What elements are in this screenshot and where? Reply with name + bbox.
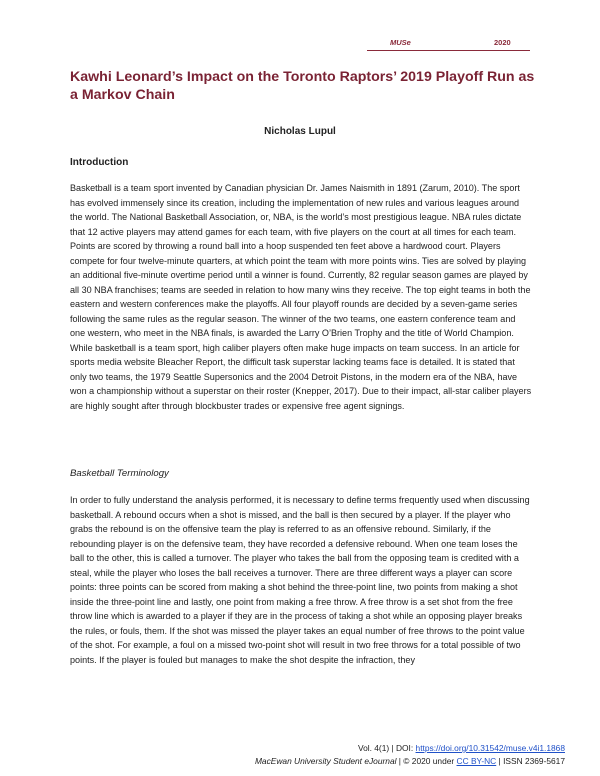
article-title: Kawhi Leonard’s Impact on the Toronto Raptors’ 2019 Playoff Run as a Markov Chain	[70, 69, 535, 103]
footer-volume-line	[0, 743, 565, 753]
footer-copyright: | © 2020 under	[396, 756, 457, 766]
license-link[interactable]: CC BY-NC	[456, 756, 497, 766]
running-header-journal: MUSe	[390, 38, 411, 47]
running-header-year: 2020	[494, 38, 511, 47]
header-rule	[367, 50, 530, 51]
footer-issn: | ISSN 2369-5617	[496, 756, 565, 766]
section-heading-introduction: Introduction	[70, 157, 129, 168]
author-name: Nicholas Lupul	[264, 126, 336, 137]
terminology-paragraph: In order to fully understand the analysis performed, it is necessary to define terms frequently used when discussing basketball. A rebound occurs when a shot is missed, and the ball is then secured by a player. If the player who grabs the rebound is on the offensive team the play is referred to as an offensive rebound. Similarly, if the rebounding player is on the defensive team, they have recorded a defensive rebound. When one team loses the ball to the other, this is called a turnover. The player who takes the ball from the opposing team is credited with a steal, while the player who loses the ball receives a turnover. There are three different ways a player can score points: three points can be scored from making a shot behind the three-point line, two points from making a shot inside the three-point line and lastly, one point from making a free throw. A free throw is a set shot from the free throw line which is awarded to a player if they are in the process of taking a shot while an opposing player breaks the rules, or fouls, them. If the shot was missed the player takes an equal number of free throws to the point value of the shot. For example, a foul on a missed two-point shot will result in two free throws for a total possible of two points. If the player is fouled but manages to make the shot despite the infraction, they	[70, 495, 530, 665]
subsection-heading-terminology: Basketball Terminology	[70, 468, 169, 479]
footer-volume: Vol. 4(1) | DOI:	[357, 743, 416, 753]
footer-journal-line	[0, 756, 565, 766]
footer-journal-name: MacEwan University Student eJournal	[254, 756, 397, 766]
introduction-paragraph: Basketball is a team sport invented by Canadian physician Dr. James Naismith in 1891 (Zarum, 2010). The sport has evolved immensely since its creation, including the implementation of new rules and various leagues around the world. The National Basketball Association, or, NBA, is the world’s most prestigious league. NBA rules dictate that 12 active players may attend games for each team, with five players on the court at all times for each team. Points are scored by throwing a round ball into a hoop suspended ten feet above a hardwood court. Players compete for four twelve-minute quarters, at which point the team with more points wins. Ties are solved by playing an additional five-minute overtime period until a winner is found. Currently, 82 regular season games are played by all 30 NBA franchises; teams are seeded in relation to how many wins they receive. The top eight teams in both the eastern and western conferences make the playoffs. All four playoff rounds are decided by a seven-game series following the same rules as the regular season. The winner of the two teams, one eastern conference team and one western, who meet in the NBA finals, is awarded the Larry O’Brien Trophy and the title of World Champion. While basketball is a team sport, high caliber players often make huge impacts on team success. In an article for sports media website Bleacher Report, the difficult task superstar lacking teams face is detailed. It is stated that only two teams, the 1979 Seattle Supersonics and the 2004 Detroit Pistons, in the modern era of the NBA, have won a championship without a superstar on their roster (Knepper, 2017). Due to their impact, all-star caliber players are highly sought after through blockbuster trades or expensive free agent signings.	[70, 183, 532, 411]
doi-link[interactable]: https://doi.org/10.31542/muse.v4i1.1868	[415, 743, 565, 753]
